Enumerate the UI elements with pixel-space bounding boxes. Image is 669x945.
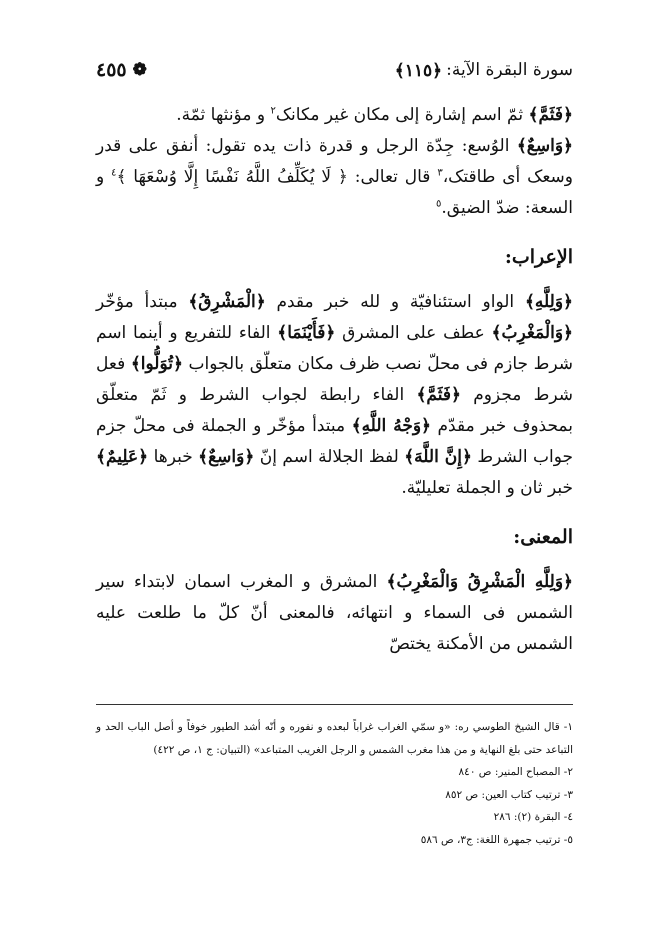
paragraph-text: قال تعالى: ﴿ لَا يُكَلِّفُ اللَّهُ نَفْسًا إِلَّا وُسْعَهَا ﴾ — [116, 167, 438, 187]
header-verse-ref: ﴿١١٥﴾ — [394, 60, 443, 81]
quran-word: ﴿الْمَشْرِقُ﴾ — [188, 292, 266, 312]
paragraph-wasi — [96, 131, 573, 224]
footnote-2: ٢- المصباح المنير: ص ٨٤٠ — [458, 766, 573, 778]
page-number-group — [96, 59, 147, 81]
irab-text: مبتدأ مؤخّر و الجملة فى محلّ جزم جواب الشرط — [96, 416, 573, 467]
paragraph-text: ثمّ اسم إشارة إلى مكان غير مكانک — [275, 105, 529, 125]
quran-word: ﴿إِنَّ اللَّهَ﴾ — [404, 447, 472, 467]
quran-word: ﴿وَاسِعٌ﴾ — [516, 136, 573, 156]
header-title-group — [395, 60, 573, 81]
quran-word: ﴿فَثَمَّ﴾ — [528, 105, 573, 125]
irab-text: فعل شرط مجزوم — [96, 354, 573, 405]
main-body — [96, 100, 573, 660]
paragraph-text: الوُسع: جِدّة الرجل و قدرة ذات يده تقول: أنفق على قدر وسعک أى طاقتک، — [96, 136, 573, 187]
flower-ornament-icon: ❁ — [132, 60, 147, 80]
footnote-ref: ٢ — [270, 105, 276, 117]
footnotes — [96, 716, 573, 851]
irab-text: مبتدأ مؤخّر — [96, 292, 189, 312]
page-number: ٤٥٥ — [96, 59, 127, 81]
footnote-divider — [96, 704, 573, 705]
maana-text: المشرق و المغرب اسمان لابتداء سير الشمس فى السماء و انتهائه، فالمعنى أنّ كلّ ما طلعت عليه الشمس من الأمكنة يختصّ — [96, 572, 573, 654]
irab-text: خبر ثان و الجملة تعليليّة. — [401, 478, 573, 498]
header-title: سورة البقرة الآية: — [446, 60, 573, 80]
footnote-3: ٣- ترتيب كتاب العين: ص ٨٥٢ — [445, 788, 573, 801]
irab-paragraph — [96, 287, 573, 504]
footnote-ref: ٤ — [111, 167, 117, 179]
quran-word: ﴿عَلِيمٌ﴾ — [96, 447, 149, 467]
quran-word: ﴿وَاسِعٌ﴾ — [198, 447, 255, 467]
quran-word: ﴿فَثَمَّ﴾ — [416, 385, 461, 405]
paragraph-text: و السعة: ضدّ الضيق. — [96, 167, 573, 218]
footnote-5: ٥- ترتيب جمهرة اللغة: ج٣، ص ٥٨٦ — [420, 833, 573, 846]
irab-text: الواو استئنافيّة و لله خبر مقدم — [265, 292, 525, 312]
quran-word: ﴿فَأَيْنَمَا﴾ — [277, 323, 336, 343]
footnote-ref: ٣ — [437, 167, 443, 179]
footnote-4: ٤- البقرة (٢): ٢٨٦ — [493, 811, 573, 823]
paragraph-thamma — [96, 100, 573, 131]
quran-phrase: ﴿وَلِلَّهِ الْمَشْرِقُ وَالْمَغْرِبُ﴾ — [386, 572, 573, 592]
irab-text: خبرها — [148, 447, 199, 467]
maana-heading: المعنى: — [513, 526, 573, 548]
irab-heading: الإعراب: — [504, 246, 573, 268]
quran-word: ﴿وَجْهُ اللَّهِ﴾ — [351, 416, 432, 436]
irab-text: لفظ الجلالة اسم إنّ — [254, 447, 405, 467]
footnote-ref: ٥ — [435, 198, 442, 210]
paragraph-text: و مؤنثها ثمّة. — [176, 105, 271, 125]
irab-text: الفاء للتفريع و أينما اسم شرط جازم فى محلّ نصب ظرف مكان متعلّق بالجواب — [96, 323, 574, 374]
irab-text: عطف على المشرق — [335, 323, 492, 343]
quran-word: ﴿وَلِلَّهِ﴾ — [524, 292, 573, 312]
footnote-1: ١- قال الشيخ الطوسي ره: «و سمّي الغراب غراباً لبعده و نفوره و أنّه أشد الطيور خوفاً و أصل الباب الحد و التباعد حتى بلغ النهاية و من هذا مغرب الشمس و الرجل الغريب المتباعد» (التبيان: ج ١، ص ٤٢٢) — [96, 721, 573, 756]
quran-word: ﴿وَالْمَغْرِبُ﴾ — [491, 323, 573, 343]
quran-word: ﴿تُوَلُّوا﴾ — [130, 354, 183, 374]
maana-paragraph — [96, 567, 573, 660]
page-header — [96, 54, 573, 86]
irab-text: الفاء رابطة لجواب الشرط و ثَمّ متعلّق بمحذوف خبر مقدّم — [96, 385, 573, 436]
